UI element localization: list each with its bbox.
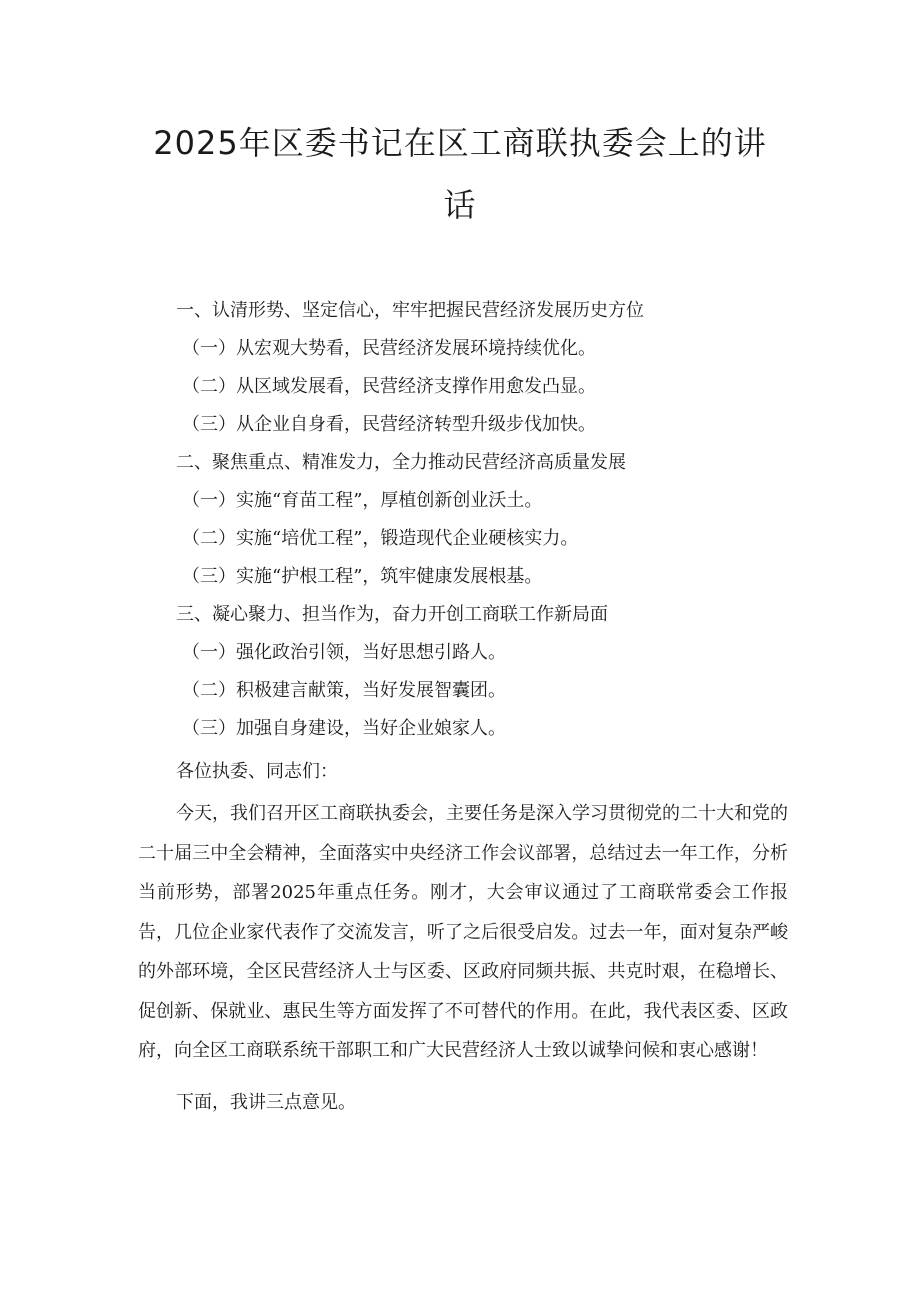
outline-heading-3: 三、凝心聚力、担当作为，奋力开创工商联工作新局面	[176, 604, 608, 625]
outline-heading-2: 二、聚焦重点、精准发力，全力推动民营经济高质量发展	[176, 452, 626, 473]
outline-item-1-3: （三）从企业自身看，民营经济转型升级步伐加快。	[182, 414, 596, 435]
outline-item-2-1: （一）实施“育苗工程”，厚植创新创业沃土。	[182, 490, 543, 511]
outline-item-2-2: （二）实施“培优工程”，锻造现代企业硬核实力。	[182, 528, 579, 549]
outline-heading-1: 一、认清形势、坚定信心，牢牢把握民营经济发展历史方位	[176, 300, 644, 321]
outline-list	[176, 292, 816, 748]
outline-item-1-1: （一）从宏观大势看，民营经济发展环境持续优化。	[182, 338, 596, 359]
document-title: 2025年区委书记在区工商联执委会上的讲话	[153, 124, 767, 224]
outline-item-3-1: （一）强化政治引领，当好思想引路人。	[182, 642, 506, 663]
opening-paragraph: 今天，我们召开区工商联执委会，主要任务是深入学习贯彻党的二十大和党的二十届三中全会精神，全面落实中央经济工作会议部署，总结过去一年工作，分析当前形势，部署2025年重点任务。刚才，大会审议通过了工商联常委会工作报告，几位企业家代表作了交流发言，听了之后很受启发。过去一年，面对复杂严峻的外部环境，全区民营经济人士与区委、区政府同频共振、共克时艰，在稳增长、促创新、保就业、惠民生等方面发挥了不可替代的作用。在此，我代表区委、区政府，向全区工商联系统干部职工和广大民营经济人士致以诚挚问候和衷心感谢！	[138, 803, 788, 1061]
outline-item-3-2: （二）积极建言献策，当好发展智囊团。	[182, 680, 506, 701]
outline-item-3-3: （三）加强自身建设，当好企业娘家人。	[182, 718, 506, 739]
outline-item-2-3: （三）实施“护根工程”，筑牢健康发展根基。	[182, 566, 543, 587]
closing-line: 下面，我讲三点意见。	[176, 1091, 356, 1113]
speech-body	[138, 752, 788, 1123]
greeting: 各位执委、同志们：	[176, 761, 338, 782]
outline-item-1-2: （二）从区域发展看，民营经济支撑作用愈发凸显。	[182, 376, 596, 397]
